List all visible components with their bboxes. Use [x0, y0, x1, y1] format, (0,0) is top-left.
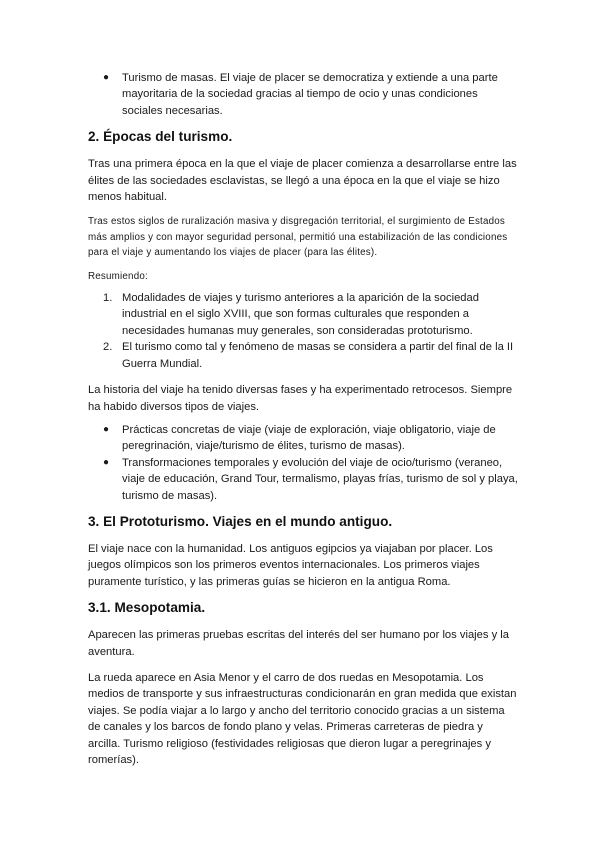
bullet-icon: ● [103, 423, 110, 435]
list-item [88, 70, 518, 119]
list-number: 2. [103, 341, 113, 354]
list-item [88, 422, 518, 455]
summary-label: Resumiendo: [88, 270, 148, 282]
paragraph: Tras una primera época en la que el viaje de placer comienza a desarrollarse entre las élites de las sociedades esclavistas, se llegó a una época en la que el viaje se hizo menos habitual. [88, 158, 517, 204]
section-heading: 3.1. Mesopotamia. [88, 600, 206, 616]
paragraph: Tras estos siglos de ruralización masiva y disgregación territorial, el surgimiento de Estados más amplios y con mayor seguridad personal, permitió una estabilización de las condiciones para el viaje y aumentando los viajes de placer (para las élites). [88, 216, 508, 259]
list-item-text: Transformaciones temporales y evolución del viaje de ocio/turismo (veraneo, viaje de educación, Grand Tour, termalismo, playas frías, turismo de sol y playa, turismo de masas). [122, 456, 518, 502]
paragraph: La historia del viaje ha tenido diversas fases y ha experimentado retrocesos. Siempre ha habido diversos tipos de viajes. [88, 384, 513, 413]
list-item-text: Prácticas concretas de viaje (viaje de exploración, viaje obligatorio, viaje de peregrinación, viaje/turismo de élites, turismo de masas). [122, 423, 496, 453]
list-item [88, 290, 518, 339]
numbered-list [88, 290, 518, 372]
bullet-list [88, 422, 518, 504]
list-item-text: Turismo de masas. El viaje de placer se democratiza y extiende a una parte mayoritaria de la sociedad gracias al tiempo de ocio y unas condiciones sociales necesarias. [122, 72, 498, 117]
list-number: 1. [103, 292, 113, 305]
bullet-icon: ● [103, 72, 110, 83]
list-item-text: El turismo como tal y fenómeno de masas se considera a partir del final de la II Guerra Mundial. [122, 341, 514, 370]
section-heading: 2. Épocas del turismo. [88, 129, 233, 145]
document-body [88, 70, 518, 768]
paragraph: Aparecen las primeras pruebas escritas del interés del ser humano por los viajes y la aventura. [88, 629, 509, 658]
paragraph: La rueda aparece en Asia Menor y el carro de dos ruedas en Mesopotamia. Los medios de transporte y sus infraestructuras condicionarán en gran medida que existan viajes. Se podía viajar a lo largo y ancho del territorio conocido gracias a un sistema de canales y los barcos de fondo plano y velas. Primeras carreteras de piedra y arcilla. Turismo religioso (festividades religiosas que dieron lugar a peregrinajes y romerías). [88, 671, 517, 766]
bullet-icon: ● [103, 456, 110, 468]
intro-bullet-list [88, 70, 518, 119]
list-item [88, 455, 518, 504]
list-item [88, 339, 518, 372]
list-item-text: Modalidades de viajes y turismo anteriores a la aparición de la sociedad industrial en el siglo XVIII, que son formas culturales que responden a necesidades humanas muy generales, son consideradas prototurismo. [122, 292, 479, 337]
paragraph: El viaje nace con la humanidad. Los antiguos egipcios ya viajaban por placer. Los juegos olímpicos son los primeros eventos internacionales. Los primeros viajes puramente turístico, y las primeras guías se hicieron en la antigua Roma. [88, 542, 493, 588]
section-heading: 3. El Prototurismo. Viajes en el mundo antiguo. [88, 513, 393, 529]
